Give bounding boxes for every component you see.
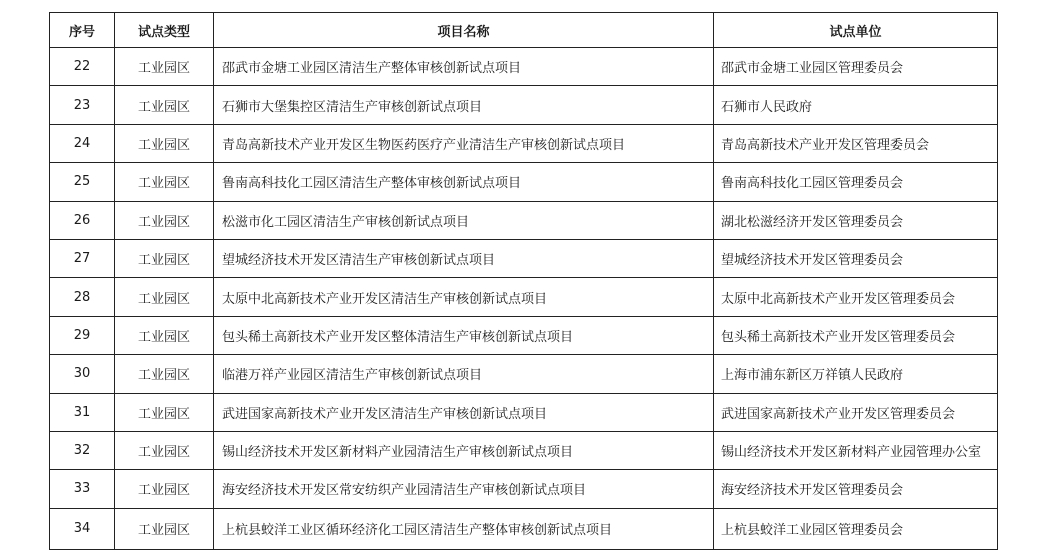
cell-project-name: 武进国家高新技术产业开发区清洁生产审核创新试点项目: [214, 393, 714, 431]
table-row: [50, 355, 998, 393]
cell-unit: 鲁南高科技化工园区管理委员会: [714, 163, 998, 201]
cell-unit: 包头稀土高新技术产业开发区管理委员会: [714, 316, 998, 354]
cell-seq: 32: [50, 431, 115, 469]
cell-seq: 27: [50, 239, 115, 277]
cell-project-name: 上杭县蛟洋工业区循环经济化工园区清洁生产整体审核创新试点项目: [214, 508, 714, 549]
cell-type: 工业园区: [115, 86, 214, 124]
cell-type: 工业园区: [115, 124, 214, 162]
table-row: [50, 431, 998, 469]
cell-seq: 31: [50, 393, 115, 431]
header-seq: 序号: [50, 13, 115, 48]
cell-type: 工业园区: [115, 470, 214, 508]
cell-seq: 23: [50, 86, 115, 124]
cell-unit: 石狮市人民政府: [714, 86, 998, 124]
cell-seq: 29: [50, 316, 115, 354]
cell-type: 工业园区: [115, 201, 214, 239]
cell-project-name: 青岛高新技术产业开发区生物医药医疗产业清洁生产审核创新试点项目: [214, 124, 714, 162]
cell-type: 工业园区: [115, 393, 214, 431]
cell-unit: 望城经济技术开发区管理委员会: [714, 239, 998, 277]
cell-project-name: 石狮市大堡集控区清洁生产审核创新试点项目: [214, 86, 714, 124]
cell-unit: 海安经济技术开发区管理委员会: [714, 470, 998, 508]
cell-seq: 30: [50, 355, 115, 393]
cell-type: 工业园区: [115, 48, 214, 86]
cell-unit: 上海市浦东新区万祥镇人民政府: [714, 355, 998, 393]
cell-unit: 太原中北高新技术产业开发区管理委员会: [714, 278, 998, 316]
cell-project-name: 邵武市金塘工业园区清洁生产整体审核创新试点项目: [214, 48, 714, 86]
pilot-projects-table: [49, 12, 998, 550]
cell-type: 工业园区: [115, 163, 214, 201]
table-row: [50, 48, 998, 86]
table-row: [50, 163, 998, 201]
cell-type: 工业园区: [115, 355, 214, 393]
cell-project-name: 鲁南高科技化工园区清洁生产整体审核创新试点项目: [214, 163, 714, 201]
cell-project-name: 松滋市化工园区清洁生产审核创新试点项目: [214, 201, 714, 239]
cell-seq: 26: [50, 201, 115, 239]
table-row: [50, 239, 998, 277]
table-row: [50, 86, 998, 124]
cell-unit: 锡山经济技术开发区新材料产业园管理办公室: [714, 431, 998, 469]
table-row: [50, 201, 998, 239]
cell-type: 工业园区: [115, 508, 214, 549]
cell-seq: 24: [50, 124, 115, 162]
cell-unit: 青岛高新技术产业开发区管理委员会: [714, 124, 998, 162]
cell-project-name: 海安经济技术开发区常安纺织产业园清洁生产审核创新试点项目: [214, 470, 714, 508]
cell-type: 工业园区: [115, 278, 214, 316]
cell-unit: 邵武市金塘工业园区管理委员会: [714, 48, 998, 86]
cell-project-name: 太原中北高新技术产业开发区清洁生产审核创新试点项目: [214, 278, 714, 316]
cell-type: 工业园区: [115, 431, 214, 469]
table-row: [50, 470, 998, 508]
table-row: [50, 393, 998, 431]
cell-unit: 上杭县蛟洋工业园区管理委员会: [714, 508, 998, 549]
table-body: [50, 48, 998, 550]
cell-project-name: 锡山经济技术开发区新材料产业园清洁生产审核创新试点项目: [214, 431, 714, 469]
cell-seq: 28: [50, 278, 115, 316]
cell-unit: 武进国家高新技术产业开发区管理委员会: [714, 393, 998, 431]
table-row: [50, 124, 998, 162]
cell-type: 工业园区: [115, 316, 214, 354]
cell-seq: 22: [50, 48, 115, 86]
cell-seq: 33: [50, 470, 115, 508]
cell-project-name: 望城经济技术开发区清洁生产审核创新试点项目: [214, 239, 714, 277]
cell-unit: 湖北松滋经济开发区管理委员会: [714, 201, 998, 239]
header-unit: 试点单位: [714, 13, 998, 48]
table-row: [50, 278, 998, 316]
cell-type: 工业园区: [115, 239, 214, 277]
table-row: [50, 508, 998, 549]
cell-seq: 34: [50, 508, 115, 549]
cell-seq: 25: [50, 163, 115, 201]
header-type: 试点类型: [115, 13, 214, 48]
table-header-row: [50, 13, 998, 48]
table-row: [50, 316, 998, 354]
header-project-name: 项目名称: [214, 13, 714, 48]
cell-project-name: 临港万祥产业园区清洁生产审核创新试点项目: [214, 355, 714, 393]
cell-project-name: 包头稀土高新技术产业开发区整体清洁生产审核创新试点项目: [214, 316, 714, 354]
